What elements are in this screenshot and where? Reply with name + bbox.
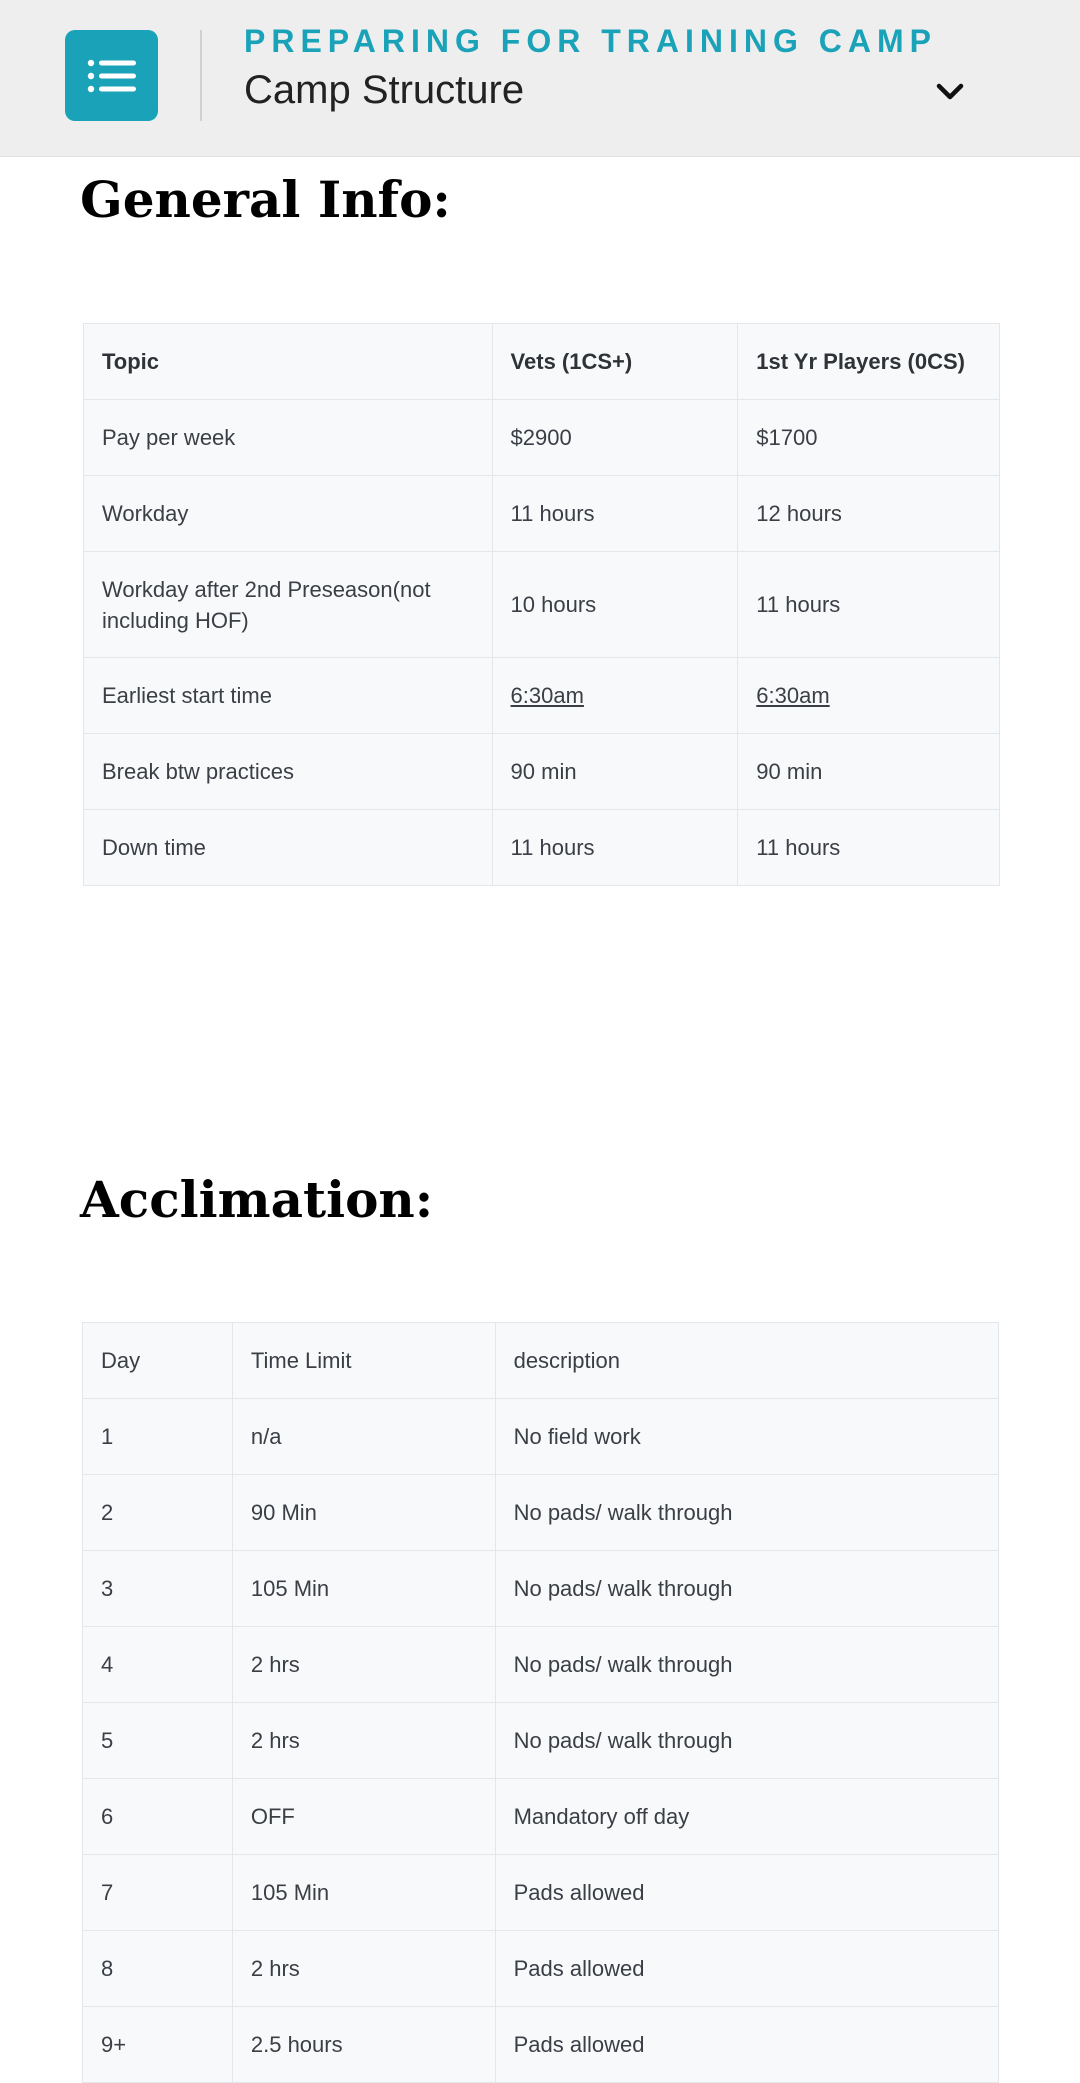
table-cell: No pads/ walk through bbox=[495, 1551, 998, 1627]
table-cell: 11 hours bbox=[738, 810, 1000, 886]
table-header-row bbox=[83, 1323, 999, 1399]
table-cell: No pads/ walk through bbox=[495, 1475, 998, 1551]
general-info-heading: General Info: bbox=[80, 170, 451, 229]
table-row bbox=[84, 734, 1000, 810]
column-header: Day bbox=[83, 1323, 233, 1399]
table-cell: No field work bbox=[495, 1399, 998, 1475]
table-cell: No pads/ walk through bbox=[495, 1627, 998, 1703]
table-cell: $2900 bbox=[492, 400, 738, 476]
column-header: Topic bbox=[84, 324, 493, 400]
table-cell: 7 bbox=[83, 1855, 233, 1931]
table-cell: n/a bbox=[232, 1399, 495, 1475]
table-cell: 11 hours bbox=[492, 810, 738, 886]
general-info-table bbox=[83, 323, 1000, 886]
table-cell: 90 min bbox=[738, 734, 1000, 810]
table-cell: 6 bbox=[83, 1779, 233, 1855]
table-cell: 5 bbox=[83, 1703, 233, 1779]
column-header: 1st Yr Players (0CS) bbox=[738, 324, 1000, 400]
table-cell: Mandatory off day bbox=[495, 1779, 998, 1855]
header-eyebrow: PREPARING FOR TRAINING CAMP bbox=[244, 23, 937, 59]
table-row bbox=[84, 810, 1000, 886]
table-row bbox=[83, 1779, 999, 1855]
top-header bbox=[0, 0, 1080, 157]
table-cell: 105 Min bbox=[232, 1855, 495, 1931]
column-header: Time Limit bbox=[232, 1323, 495, 1399]
table-row bbox=[83, 2007, 999, 2083]
table-cell: Down time bbox=[84, 810, 493, 886]
table-cell: Workday bbox=[84, 476, 493, 552]
table-row bbox=[83, 1627, 999, 1703]
table-cell: 11 hours bbox=[492, 476, 738, 552]
table-cell: 1 bbox=[83, 1399, 233, 1475]
table-row bbox=[84, 658, 1000, 734]
table-header-row bbox=[84, 324, 1000, 400]
table-cell: 3 bbox=[83, 1551, 233, 1627]
column-header: description bbox=[495, 1323, 998, 1399]
table-row bbox=[84, 476, 1000, 552]
table-cell: Earliest start time bbox=[84, 658, 493, 734]
time-link[interactable]: 6:30am bbox=[738, 658, 1000, 734]
header-divider bbox=[200, 30, 202, 121]
chevron-down-icon bbox=[936, 83, 964, 101]
table-cell: 2 hrs bbox=[232, 1703, 495, 1779]
table-cell: 8 bbox=[83, 1931, 233, 2007]
table-row bbox=[83, 1551, 999, 1627]
table-cell: 2 hrs bbox=[232, 1931, 495, 2007]
table-cell: Pads allowed bbox=[495, 2007, 998, 2083]
table-cell: 2 hrs bbox=[232, 1627, 495, 1703]
table-cell: Break btw practices bbox=[84, 734, 493, 810]
table-row bbox=[84, 400, 1000, 476]
table-cell: 105 Min bbox=[232, 1551, 495, 1627]
table-cell: Pads allowed bbox=[495, 1855, 998, 1931]
table-row bbox=[83, 1703, 999, 1779]
table-cell: 4 bbox=[83, 1627, 233, 1703]
table-cell: 90 Min bbox=[232, 1475, 495, 1551]
time-link[interactable]: 6:30am bbox=[492, 658, 738, 734]
menu-button[interactable] bbox=[65, 30, 158, 121]
page-title: Camp Structure bbox=[244, 68, 525, 112]
acclimation-table bbox=[82, 1322, 999, 2083]
table-cell: $1700 bbox=[738, 400, 1000, 476]
table-cell: 11 hours bbox=[738, 552, 1000, 658]
table-cell: Workday after 2nd Preseason(not including HOF) bbox=[84, 552, 493, 658]
table-cell: 2.5 hours bbox=[232, 2007, 495, 2083]
table-row bbox=[84, 552, 1000, 658]
table-cell: 9+ bbox=[83, 2007, 233, 2083]
table-cell: 10 hours bbox=[492, 552, 738, 658]
list-icon bbox=[87, 58, 137, 94]
table-cell: No pads/ walk through bbox=[495, 1703, 998, 1779]
table-row bbox=[83, 1855, 999, 1931]
table-row bbox=[83, 1475, 999, 1551]
column-header: Vets (1CS+) bbox=[492, 324, 738, 400]
section-dropdown-toggle[interactable] bbox=[925, 70, 975, 114]
acclimation-heading: Acclimation: bbox=[80, 1170, 434, 1229]
table-cell: OFF bbox=[232, 1779, 495, 1855]
table-cell: Pads allowed bbox=[495, 1931, 998, 2007]
table-cell: 2 bbox=[83, 1475, 233, 1551]
table-cell: Pay per week bbox=[84, 400, 493, 476]
table-cell: 90 min bbox=[492, 734, 738, 810]
table-row bbox=[83, 1399, 999, 1475]
table-cell: 12 hours bbox=[738, 476, 1000, 552]
table-row bbox=[83, 1931, 999, 2007]
